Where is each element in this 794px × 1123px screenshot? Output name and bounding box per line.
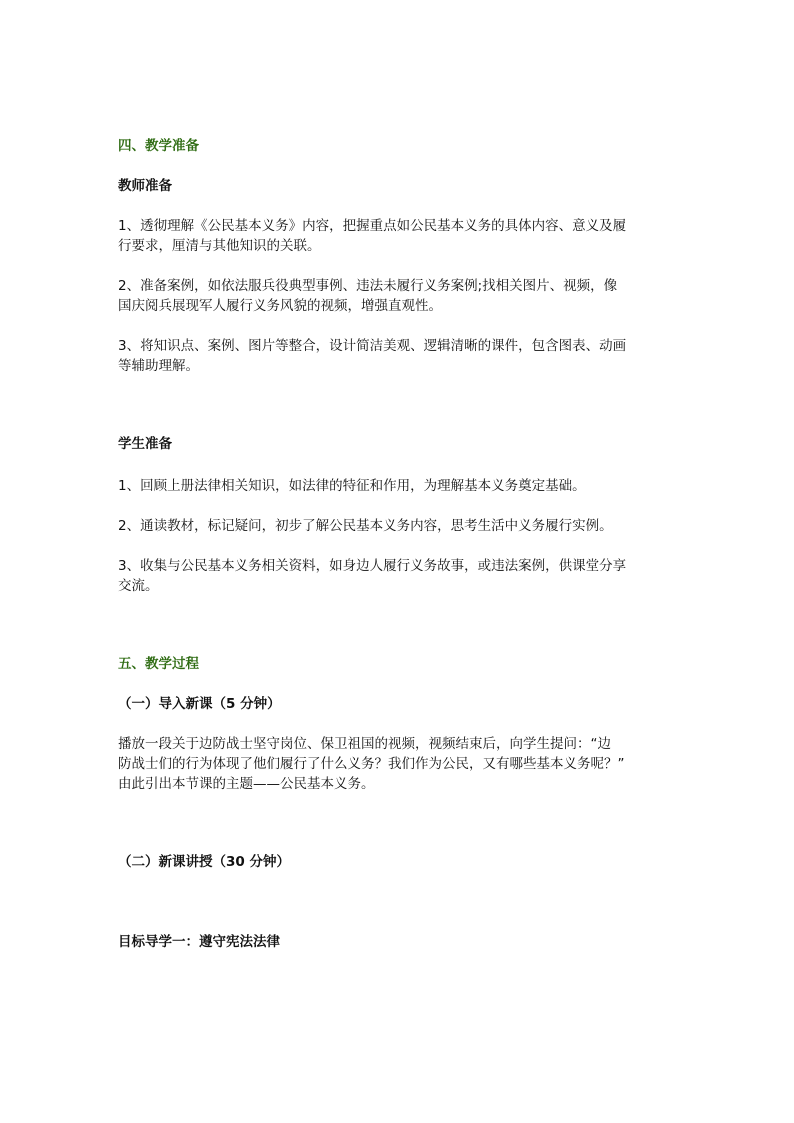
teacher-item-3-line-2: 等辅助理解。 bbox=[118, 358, 199, 374]
part-1-body bbox=[118, 734, 678, 794]
teacher-item-1-line-1: 1、透彻理解《公民基本义务》内容，把握重点如公民基本义务的具体内容、意义及履 bbox=[118, 218, 627, 234]
student-item-3-line-2: 交流。 bbox=[118, 578, 159, 594]
student-item-3-line-1: 3、收集与公民基本义务相关资料，如身边人履行义务故事，或违法案例，供课堂分享 bbox=[118, 558, 627, 574]
part-2-title: （二）新课讲授（30 分钟） bbox=[118, 854, 290, 870]
section-heading-teaching-process: 五、教学过程 bbox=[118, 656, 199, 672]
teacher-item-2 bbox=[118, 276, 678, 316]
part-1-body-line-1: 播放一段关于边防战士坚守岗位、保卫祖国的视频，视频结束后，向学生提问：“边 bbox=[118, 736, 611, 752]
teacher-item-1 bbox=[118, 216, 678, 256]
teacher-item-3-line-1: 3、将知识点、案例、图片等整合，设计简洁美观、逻辑清晰的课件，包含图表、动画 bbox=[118, 338, 627, 354]
goal-1-title: 目标导学一：遵守宪法法律 bbox=[118, 934, 280, 950]
student-item-3 bbox=[118, 556, 678, 596]
subheading-teacher-preparation: 教师准备 bbox=[118, 178, 172, 194]
teacher-item-1-line-2: 行要求，厘清与其他知识的关联。 bbox=[118, 238, 321, 254]
part-1-body-line-3: 由此引出本节课的主题——公民基本义务。 bbox=[118, 776, 375, 792]
student-item-2: 2、通读教材，标记疑问，初步了解公民基本义务内容，思考生活中义务履行实例。 bbox=[118, 518, 613, 534]
part-1-body-line-2: 防战士们的行为体现了他们履行了什么义务？我们作为公民，又有哪些基本义务呢？” bbox=[118, 756, 625, 772]
section-heading-teaching-preparation: 四、教学准备 bbox=[118, 138, 199, 154]
part-1-title: （一）导入新课（5 分钟） bbox=[118, 696, 281, 712]
subheading-student-preparation: 学生准备 bbox=[118, 436, 172, 452]
teacher-item-2-line-1: 2、准备案例，如依法服兵役典型事例、违法未履行义务案例;找相关图片、视频，像 bbox=[118, 278, 618, 294]
teacher-item-2-line-2: 国庆阅兵展现军人履行义务风貌的视频，增强直观性。 bbox=[118, 298, 442, 314]
student-item-1: 1、回顾上册法律相关知识，如法律的特征和作用，为理解基本义务奠定基础。 bbox=[118, 478, 586, 494]
teacher-item-3 bbox=[118, 336, 678, 376]
